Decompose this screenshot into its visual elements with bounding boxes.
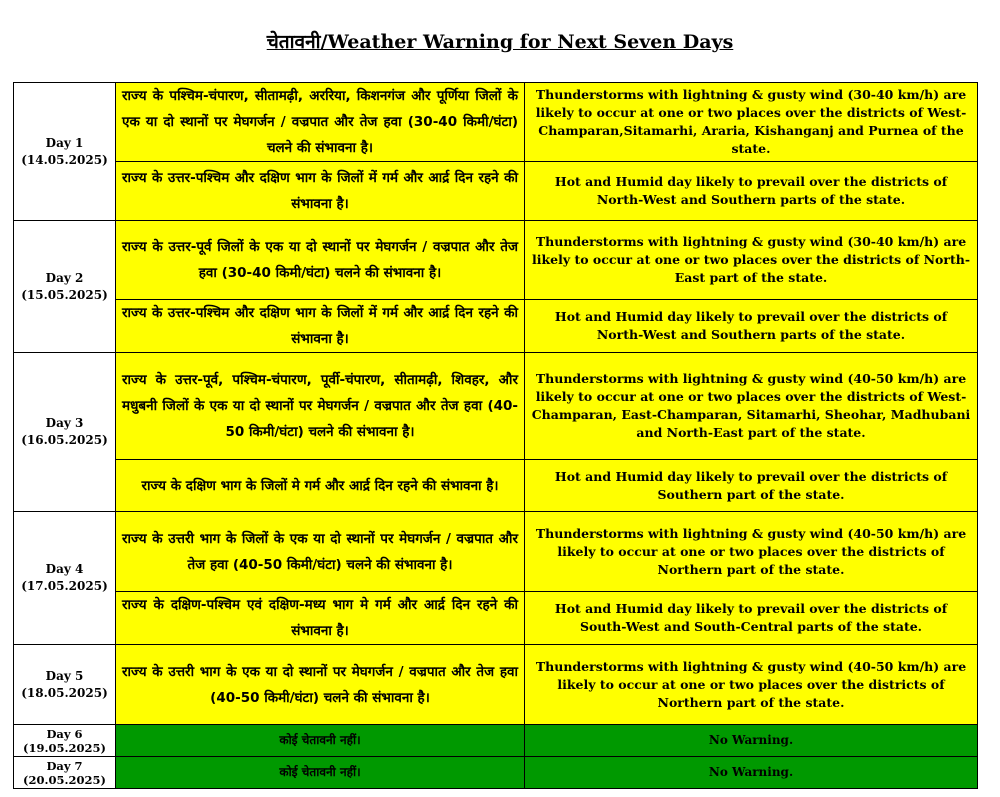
hindi-no-warning: कोई चेतावनी नहीं।	[116, 725, 525, 757]
day-cell	[14, 83, 116, 221]
english-warning: Thunderstorms with lightning & gusty wind (40-50 km/h) are likely to occur at one or two places over the districts of Northern part of the state.	[525, 645, 978, 725]
hindi-warning: राज्य के उत्तर-पूर्व, पश्चिम-चंपारण, पूर्वी-चंपारण, सीतामढ़ी, शिवहर, और मधुबनी जिलों के एक या दो स्थानों पर मेघगर्जन / वज्रपात और तेज हवा (40-50 किमी/घंटा) चलने की संभावना है।	[116, 353, 525, 460]
table-row	[14, 725, 978, 757]
day-date: (18.05.2025)	[21, 685, 108, 700]
day-cell	[14, 353, 116, 512]
hindi-warning: राज्य के उत्तर-पूर्व जिलों के एक या दो स्थानों पर मेघगर्जन / वज्रपात और तेज हवा (30-40 किमी/घंटा) चलने की संभावना है।	[116, 221, 525, 300]
hindi-no-warning: कोई चेतावनी नहीं।	[116, 757, 525, 789]
hindi-warning: राज्य के दक्षिण भाग के जिलों मे गर्म और आर्द्र दिन रहने की संभावना है।	[116, 460, 525, 512]
english-no-warning: No Warning.	[525, 725, 978, 757]
day-cell	[14, 725, 116, 757]
hindi-warning: राज्य के दक्षिण-पश्चिम एवं दक्षिण-मध्य भाग मे गर्म और आर्द्र दिन रहने की संभावना है।	[116, 592, 525, 645]
english-warning: Hot and Humid day likely to prevail over the districts of North-West and Southern parts of the state.	[525, 300, 978, 353]
hindi-warning: राज्य के उत्तरी भाग के एक या दो स्थानों पर मेघगर्जन / वज्रपात और तेज हवा (40-50 किमी/घंटा) चलने की संभावना है।	[116, 645, 525, 725]
english-warning: Thunderstorms with lightning & gusty wind (30-40 km/h) are likely to occur at one or two places over the districts of West-Champaran,Sitamarhi, Araria, Kishanganj and Purnea of the state.	[525, 83, 978, 162]
day-cell	[14, 757, 116, 789]
table-row	[14, 512, 978, 592]
hindi-warning: राज्य के पश्चिम-चंपारण, सीतामढ़ी, अररिया, किशनगंज और पूर्णिया जिलों के एक या दो स्थानों पर मेघगर्जन / वज्रपात और तेज हवा (30-40 किमी/घंटा) चलने की संभावना है।	[116, 83, 525, 162]
table-row	[14, 353, 978, 460]
english-warning: Thunderstorms with lightning & gusty wind (30-40 km/h) are likely to occur at one or two places over the districts of North-East part of the state.	[525, 221, 978, 300]
day-date: (16.05.2025)	[21, 433, 108, 447]
english-no-warning: No Warning.	[525, 757, 978, 789]
table-row	[14, 221, 978, 300]
english-warning: Thunderstorms with lightning & gusty wind (40-50 km/h) are likely to occur at one or two places over the districts of Northern part of the state.	[525, 512, 978, 592]
day-date: (15.05.2025)	[21, 287, 108, 302]
english-warning: Hot and Humid day likely to prevail over the districts of North-West and Southern parts of the state.	[525, 162, 978, 221]
english-warning: Hot and Humid day likely to prevail over the districts of Southern part of the state.	[525, 460, 978, 512]
day-label: Day 7	[46, 758, 83, 773]
table-row	[14, 757, 978, 789]
english-warning: Thunderstorms with lightning & gusty wind (40-50 km/h) are likely to occur at one or two places over the districts of West-Champaran, East-Champaran, Sitamarhi, Sheohar, Madhubani and North-East part of the state.	[525, 353, 978, 460]
hindi-warning: राज्य के उत्तरी भाग के जिलों के एक या दो स्थानों पर मेघगर्जन / वज्रपात और तेज हवा (40-50 किमी/घंटा) चलने की संभावना है।	[116, 512, 525, 592]
warning-table-body	[14, 83, 978, 789]
day-label: Day 5	[45, 668, 84, 683]
day-label: Day 2	[45, 270, 84, 285]
day-date: (20.05.2025)	[23, 772, 106, 787]
day-label: Day 3	[45, 416, 84, 430]
table-row	[14, 592, 978, 645]
day-label: Day 1	[45, 135, 84, 150]
day-cell	[14, 645, 116, 725]
table-row	[14, 300, 978, 353]
english-warning: Hot and Humid day likely to prevail over the districts of South-West and South-Central parts of the state.	[525, 592, 978, 645]
table-row	[14, 460, 978, 512]
day-cell	[14, 221, 116, 353]
day-label: Day 6	[46, 726, 83, 741]
day-label: Day 4	[45, 562, 84, 576]
table-row	[14, 645, 978, 725]
day-cell	[14, 512, 116, 645]
day-date: (17.05.2025)	[21, 579, 108, 593]
day-date: (14.05.2025)	[21, 152, 108, 167]
warning-table	[13, 82, 978, 789]
day-date: (19.05.2025)	[23, 740, 106, 755]
hindi-warning: राज्य के उत्तर-पश्चिम और दक्षिण भाग के जिलों में गर्म और आर्द्र दिन रहने की संभावना है।	[116, 162, 525, 221]
table-row	[14, 83, 978, 162]
page-title: चेतावनी/Weather Warning for Next Seven Days	[266, 31, 734, 53]
hindi-warning: राज्य के उत्तर-पश्चिम और दक्षिण भाग के जिलों में गर्म और आर्द्र दिन रहने की संभावना है।	[116, 300, 525, 353]
table-row	[14, 162, 978, 221]
